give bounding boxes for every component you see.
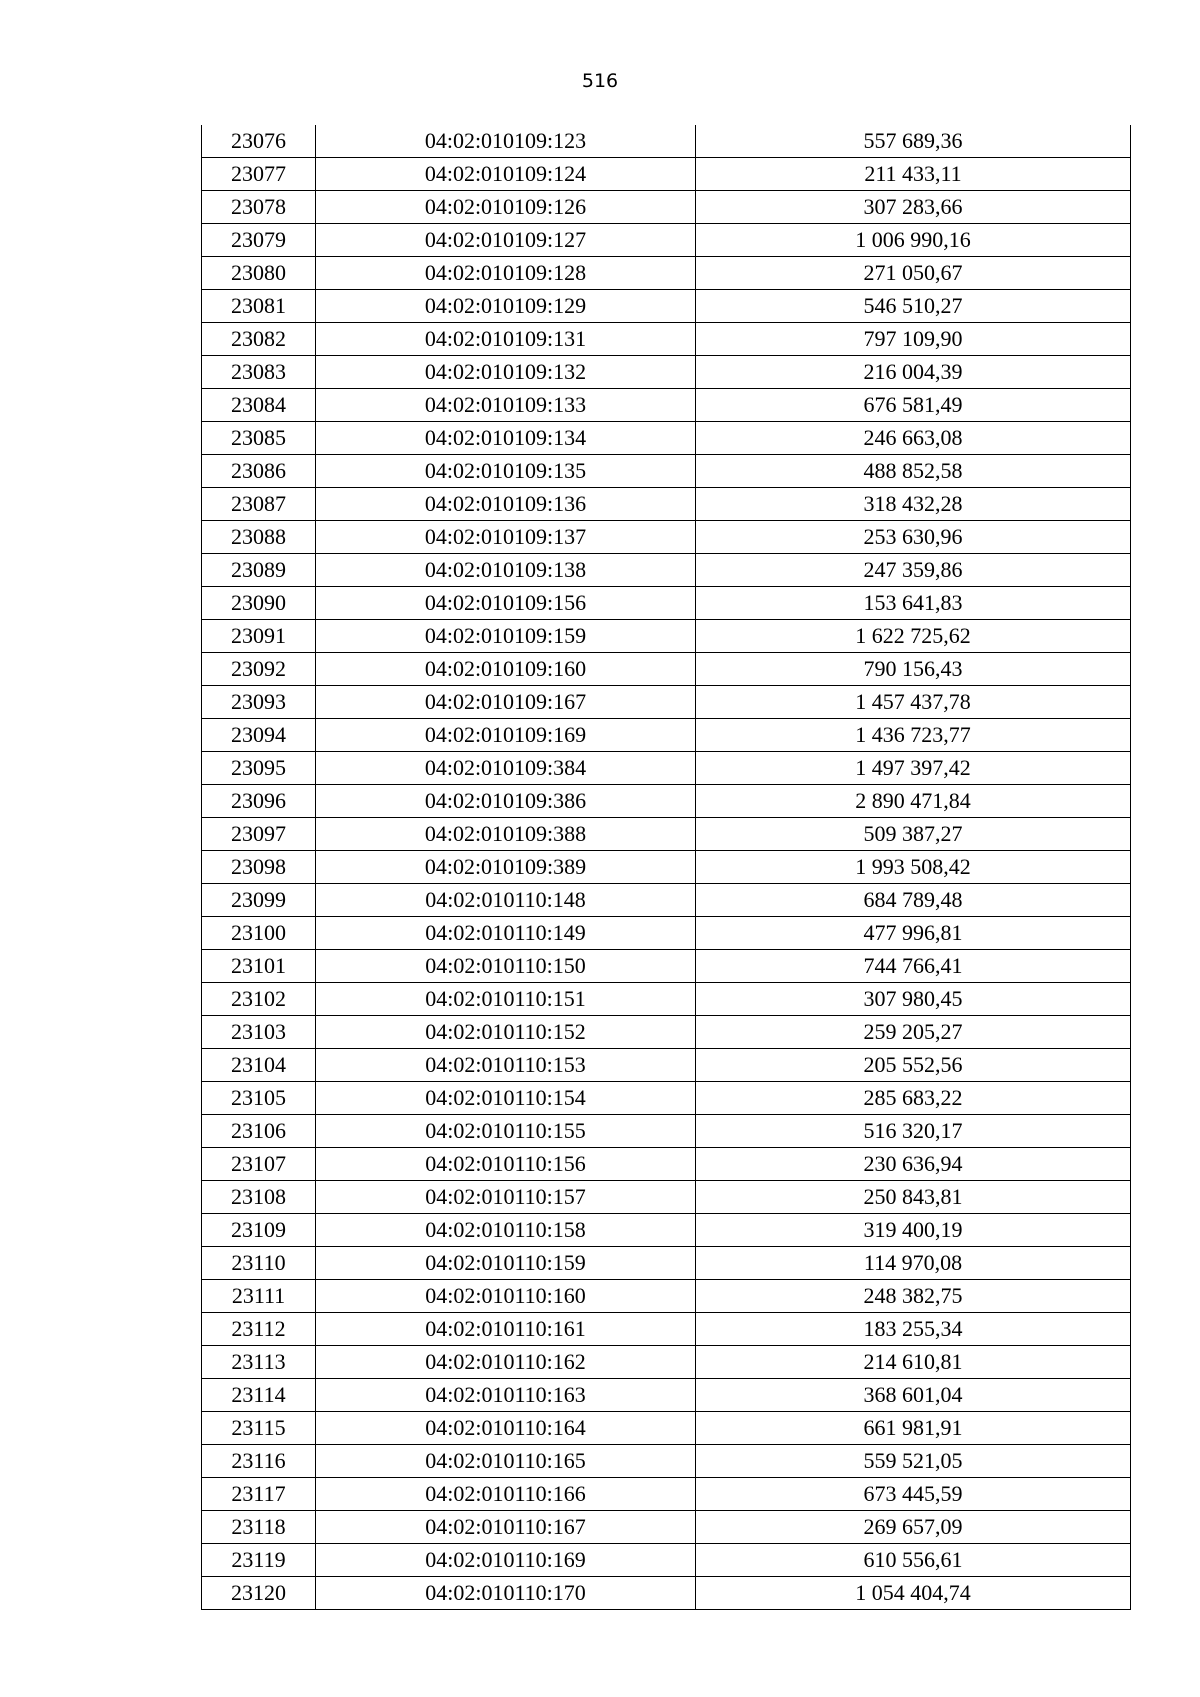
cadastral-number-cell: 04:02:010110:163 [316, 1379, 696, 1412]
table-row [202, 1544, 1131, 1577]
cadastral-number-cell: 04:02:010109:138 [316, 554, 696, 587]
cadastral-value-cell: 183 255,34 [696, 1313, 1131, 1346]
cadastral-value-cell: 684 789,48 [696, 884, 1131, 917]
table-row [202, 257, 1131, 290]
row-number-cell: 23104 [202, 1049, 316, 1082]
cadastral-number-cell: 04:02:010110:154 [316, 1082, 696, 1115]
cadastral-value-cell: 488 852,58 [696, 455, 1131, 488]
cadastral-value-cell: 319 400,19 [696, 1214, 1131, 1247]
cadastral-number-cell: 04:02:010110:157 [316, 1181, 696, 1214]
cadastral-value-cell: 557 689,36 [696, 125, 1131, 158]
cadastral-number-cell: 04:02:010110:164 [316, 1412, 696, 1445]
cadastral-number-cell: 04:02:010109:124 [316, 158, 696, 191]
row-number-cell: 23114 [202, 1379, 316, 1412]
cadastral-value-cell: 509 387,27 [696, 818, 1131, 851]
cadastral-number-cell: 04:02:010110:161 [316, 1313, 696, 1346]
row-number-cell: 23108 [202, 1181, 316, 1214]
table-row [202, 1016, 1131, 1049]
cadastral-value-cell: 214 610,81 [696, 1346, 1131, 1379]
row-number-cell: 23094 [202, 719, 316, 752]
row-number-cell: 23081 [202, 290, 316, 323]
cadastral-value-cell: 271 050,67 [696, 257, 1131, 290]
cadastral-value-cell: 1 622 725,62 [696, 620, 1131, 653]
cadastral-value-cell: 1 457 437,78 [696, 686, 1131, 719]
cadastral-value-cell: 285 683,22 [696, 1082, 1131, 1115]
cadastral-number-cell: 04:02:010110:162 [316, 1346, 696, 1379]
cadastral-value-cell: 248 382,75 [696, 1280, 1131, 1313]
cadastral-number-cell: 04:02:010110:153 [316, 1049, 696, 1082]
row-number-cell: 23117 [202, 1478, 316, 1511]
cadastral-number-cell: 04:02:010109:169 [316, 719, 696, 752]
cadastral-value-cell: 216 004,39 [696, 356, 1131, 389]
row-number-cell: 23089 [202, 554, 316, 587]
row-number-cell: 23098 [202, 851, 316, 884]
table-row [202, 1478, 1131, 1511]
row-number-cell: 23080 [202, 257, 316, 290]
cadastral-number-cell: 04:02:010109:127 [316, 224, 696, 257]
cadastral-number-cell: 04:02:010109:389 [316, 851, 696, 884]
cadastral-value-cell: 205 552,56 [696, 1049, 1131, 1082]
table-row [202, 752, 1131, 785]
cadastral-number-cell: 04:02:010110:149 [316, 917, 696, 950]
row-number-cell: 23085 [202, 422, 316, 455]
cadastral-value-cell: 790 156,43 [696, 653, 1131, 686]
table-row [202, 554, 1131, 587]
cadastral-value-cell: 1 497 397,42 [696, 752, 1131, 785]
table-row [202, 521, 1131, 554]
row-number-cell: 23099 [202, 884, 316, 917]
table-row [202, 587, 1131, 620]
cadastral-number-cell: 04:02:010109:384 [316, 752, 696, 785]
cadastral-value-cell: 368 601,04 [696, 1379, 1131, 1412]
cadastral-number-cell: 04:02:010109:167 [316, 686, 696, 719]
cadastral-value-cell: 2 890 471,84 [696, 785, 1131, 818]
cadastral-value-cell: 1 436 723,77 [696, 719, 1131, 752]
row-number-cell: 23077 [202, 158, 316, 191]
table-row [202, 158, 1131, 191]
cadastral-value-cell: 230 636,94 [696, 1148, 1131, 1181]
row-number-cell: 23093 [202, 686, 316, 719]
table-row [202, 323, 1131, 356]
cadastral-number-cell: 04:02:010110:158 [316, 1214, 696, 1247]
cadastral-number-cell: 04:02:010109:134 [316, 422, 696, 455]
row-number-cell: 23097 [202, 818, 316, 851]
cadastral-number-cell: 04:02:010109:388 [316, 818, 696, 851]
row-number-cell: 23118 [202, 1511, 316, 1544]
row-number-cell: 23115 [202, 1412, 316, 1445]
cadastral-value-cell: 246 663,08 [696, 422, 1131, 455]
cadastral-number-cell: 04:02:010109:132 [316, 356, 696, 389]
row-number-cell: 23078 [202, 191, 316, 224]
cadastral-value-cell: 1 993 508,42 [696, 851, 1131, 884]
cadastral-number-cell: 04:02:010109:131 [316, 323, 696, 356]
row-number-cell: 23092 [202, 653, 316, 686]
cadastral-number-cell: 04:02:010109:123 [316, 125, 696, 158]
table-row [202, 488, 1131, 521]
row-number-cell: 23111 [202, 1280, 316, 1313]
cadastral-number-cell: 04:02:010110:156 [316, 1148, 696, 1181]
row-number-cell: 23119 [202, 1544, 316, 1577]
cadastral-value-table [201, 125, 1131, 1610]
row-number-cell: 23079 [202, 224, 316, 257]
cadastral-value-cell: 1 006 990,16 [696, 224, 1131, 257]
cadastral-number-cell: 04:02:010110:169 [316, 1544, 696, 1577]
cadastral-number-cell: 04:02:010110:167 [316, 1511, 696, 1544]
cadastral-value-cell: 247 359,86 [696, 554, 1131, 587]
row-number-cell: 23112 [202, 1313, 316, 1346]
row-number-cell: 23096 [202, 785, 316, 818]
row-number-cell: 23120 [202, 1577, 316, 1610]
table-row [202, 818, 1131, 851]
table-row [202, 719, 1131, 752]
cadastral-value-cell: 259 205,27 [696, 1016, 1131, 1049]
cadastral-value-cell: 269 657,09 [696, 1511, 1131, 1544]
table-row [202, 785, 1131, 818]
row-number-cell: 23082 [202, 323, 316, 356]
table-row [202, 1412, 1131, 1445]
row-number-cell: 23076 [202, 125, 316, 158]
cadastral-number-cell: 04:02:010109:136 [316, 488, 696, 521]
cadastral-value-cell: 307 980,45 [696, 983, 1131, 1016]
row-number-cell: 23106 [202, 1115, 316, 1148]
page-number: 516 [581, 70, 619, 92]
cadastral-number-cell: 04:02:010109:386 [316, 785, 696, 818]
table-row [202, 1082, 1131, 1115]
cadastral-value-cell: 1 054 404,74 [696, 1577, 1131, 1610]
cadastral-number-cell: 04:02:010110:155 [316, 1115, 696, 1148]
row-number-cell: 23084 [202, 389, 316, 422]
cadastral-number-cell: 04:02:010109:156 [316, 587, 696, 620]
cadastral-value-cell: 114 970,08 [696, 1247, 1131, 1280]
cadastral-number-cell: 04:02:010110:170 [316, 1577, 696, 1610]
row-number-cell: 23102 [202, 983, 316, 1016]
cadastral-value-cell: 211 433,11 [696, 158, 1131, 191]
cadastral-value-cell: 610 556,61 [696, 1544, 1131, 1577]
cadastral-number-cell: 04:02:010109:160 [316, 653, 696, 686]
cadastral-number-cell: 04:02:010110:160 [316, 1280, 696, 1313]
cadastral-number-cell: 04:02:010109:159 [316, 620, 696, 653]
table-row [202, 422, 1131, 455]
row-number-cell: 23113 [202, 1346, 316, 1379]
table-row [202, 983, 1131, 1016]
table-body [202, 125, 1131, 1610]
table-row [202, 884, 1131, 917]
table-row [202, 917, 1131, 950]
cadastral-number-cell: 04:02:010110:151 [316, 983, 696, 1016]
cadastral-value-cell: 250 843,81 [696, 1181, 1131, 1214]
cadastral-value-cell: 153 641,83 [696, 587, 1131, 620]
table-row [202, 1511, 1131, 1544]
row-number-cell: 23086 [202, 455, 316, 488]
row-number-cell: 23088 [202, 521, 316, 554]
cadastral-number-cell: 04:02:010110:150 [316, 950, 696, 983]
table-row [202, 686, 1131, 719]
table-row [202, 620, 1131, 653]
cadastral-number-cell: 04:02:010110:166 [316, 1478, 696, 1511]
row-number-cell: 23116 [202, 1445, 316, 1478]
cadastral-value-cell: 477 996,81 [696, 917, 1131, 950]
row-number-cell: 23090 [202, 587, 316, 620]
table-row [202, 1049, 1131, 1082]
cadastral-value-cell: 253 630,96 [696, 521, 1131, 554]
cadastral-value-cell: 661 981,91 [696, 1412, 1131, 1445]
cadastral-number-cell: 04:02:010109:126 [316, 191, 696, 224]
cadastral-number-cell: 04:02:010110:148 [316, 884, 696, 917]
table-row [202, 1214, 1131, 1247]
cadastral-number-cell: 04:02:010110:159 [316, 1247, 696, 1280]
cadastral-value-cell: 559 521,05 [696, 1445, 1131, 1478]
cadastral-value-cell: 307 283,66 [696, 191, 1131, 224]
cadastral-number-cell: 04:02:010109:137 [316, 521, 696, 554]
row-number-cell: 23087 [202, 488, 316, 521]
cadastral-value-cell: 516 320,17 [696, 1115, 1131, 1148]
table-row [202, 653, 1131, 686]
cadastral-number-cell: 04:02:010109:135 [316, 455, 696, 488]
table-row [202, 1313, 1131, 1346]
table-row [202, 1247, 1131, 1280]
table-row [202, 1280, 1131, 1313]
cadastral-value-cell: 546 510,27 [696, 290, 1131, 323]
table-row [202, 1115, 1131, 1148]
row-number-cell: 23105 [202, 1082, 316, 1115]
row-number-cell: 23107 [202, 1148, 316, 1181]
cadastral-number-cell: 04:02:010109:133 [316, 389, 696, 422]
table-row [202, 950, 1131, 983]
cadastral-number-cell: 04:02:010110:165 [316, 1445, 696, 1478]
cadastral-value-cell: 797 109,90 [696, 323, 1131, 356]
cadastral-number-cell: 04:02:010110:152 [316, 1016, 696, 1049]
table-row [202, 1445, 1131, 1478]
table-row [202, 1148, 1131, 1181]
table-row [202, 1577, 1131, 1610]
cadastral-value-cell: 744 766,41 [696, 950, 1131, 983]
row-number-cell: 23109 [202, 1214, 316, 1247]
table-row [202, 356, 1131, 389]
cadastral-number-cell: 04:02:010109:128 [316, 257, 696, 290]
cadastral-value-cell: 673 445,59 [696, 1478, 1131, 1511]
table-row [202, 290, 1131, 323]
row-number-cell: 23100 [202, 917, 316, 950]
cadastral-number-cell: 04:02:010109:129 [316, 290, 696, 323]
table-row [202, 224, 1131, 257]
row-number-cell: 23083 [202, 356, 316, 389]
table-row [202, 1379, 1131, 1412]
table-row [202, 191, 1131, 224]
row-number-cell: 23095 [202, 752, 316, 785]
row-number-cell: 23091 [202, 620, 316, 653]
table-row [202, 389, 1131, 422]
table-row [202, 455, 1131, 488]
cadastral-value-cell: 676 581,49 [696, 389, 1131, 422]
table-row [202, 1346, 1131, 1379]
table-row [202, 851, 1131, 884]
row-number-cell: 23101 [202, 950, 316, 983]
table-row [202, 1181, 1131, 1214]
cadastral-value-cell: 318 432,28 [696, 488, 1131, 521]
row-number-cell: 23110 [202, 1247, 316, 1280]
row-number-cell: 23103 [202, 1016, 316, 1049]
table-row [202, 125, 1131, 158]
